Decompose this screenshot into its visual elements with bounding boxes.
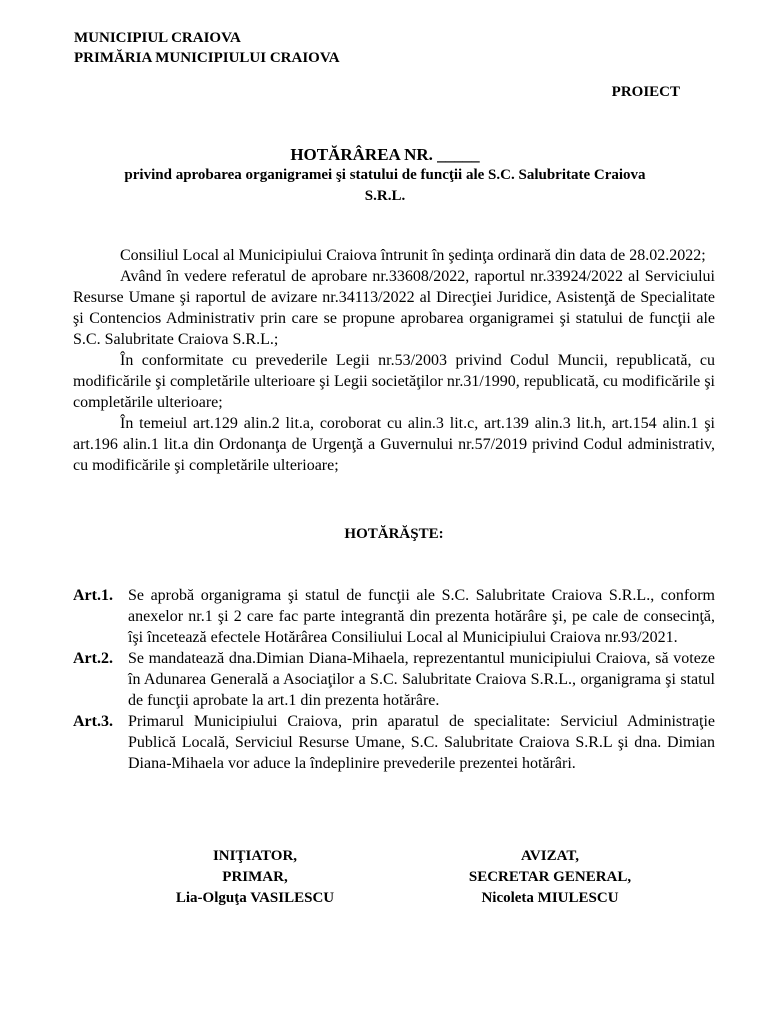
signature-secretary <box>430 846 670 909</box>
signature-role: INIŢIATOR, <box>212 848 298 864</box>
decision-heading: HOTĂRĂŞTE: <box>344 526 444 542</box>
article-label: Art.2. <box>73 650 113 667</box>
preamble-paragraph: Consiliul Local al Municipiului Craiova întrunit în şedinţa ordinară din data de 28.02.2022; <box>120 247 706 264</box>
article-label: Art.3. <box>73 713 113 730</box>
article-text: Se mandatează dna.Dimian Diana-Mihaela, reprezentantul municipiului Craiova, să voteze în Adunarea Generală a Asociaţilor a S.C. Salubritate Craiova S.R.L., organigrama şi statul de funcţii aprobate la art.1 din prezenta hotărâre. <box>128 650 715 709</box>
signature-person: Nicoleta MIULESCU <box>481 890 619 906</box>
project-label: PROIECT <box>611 84 680 100</box>
preamble-paragraph: În temeiul art.129 alin.2 lit.a, coroborat cu alin.3 lit.c, art.139 alin.3 lit.h, art.154 alin.1 şi art.196 alin.1 lit.a din Ordonanţa de Urgenţă a Guvernului nr.57/2019 privind Codul administrativ, cu modificările şi completările ulterioare; <box>73 415 715 474</box>
article <box>73 711 715 774</box>
municipality-name: MUNICIPIUL CRAIOVA <box>74 30 241 46</box>
article-label: Art.1. <box>73 587 113 604</box>
signature-role: AVIZAT, <box>521 848 579 864</box>
signature-title: PRIMAR, <box>222 869 288 885</box>
article-text: Primarul Municipiului Craiova, prin aparatul de specialitate: Serviciul Administraţie Publică Locală, Serviciul Resurse Umane, S.C. Salubritate Craiova S.R.L şi dna. Dimian Diana-Mihaela vor aduce la îndeplinire prevederile prezentei hotărâri. <box>128 713 715 772</box>
decision-title: HOTĂRÂREA NR. _____ <box>290 145 480 164</box>
signature-title: SECRETAR GENERAL, <box>468 869 632 885</box>
signature-person: Lia-Olguţa VASILESCU <box>175 890 335 906</box>
preamble <box>73 245 715 476</box>
article <box>73 648 715 711</box>
article-text: Se aprobă organigrama şi statul de funcţii ale S.C. Salubritate Craiova S.R.L., conform anexelor nr.1 şi 2 care fac parte integrantă din prezenta hotărâre şi, pe cale de consecinţă, îşi încetează efectele Hotărârea Consiliului Local al Municipiului Craiova nr.93/2021. <box>128 587 715 646</box>
header-block <box>74 28 340 68</box>
preamble-paragraph: Având în vedere referatul de aprobare nr.33608/2022, raportul nr.33924/2022 al Serviciului Resurse Umane şi raportul de avizare nr.34113/2022 al Direcţiei Juridice, Asistenţă de Specialitate şi Contencios Administrativ prin care se propune aprobarea organigramei şi statului de funcţii ale S.C. Salubritate Craiova S.R.L.; <box>73 268 715 348</box>
decision-subtitle: privind aprobarea organigramei şi statului de funcţii ale S.C. Salubritate Craiova S.R.L. <box>124 167 646 204</box>
article <box>73 585 715 648</box>
preamble-paragraph: În conformitate cu prevederile Legii nr.53/2003 privind Codul Muncii, republicată, cu modificările şi completările ulterioare şi Legii societăţilor nr.31/1990, republicată, cu modificările şi completările ulterioare; <box>73 352 715 411</box>
signature-initiator <box>140 846 370 909</box>
city-hall-name: PRIMĂRIA MUNICIPIULUI CRAIOVA <box>74 50 340 66</box>
articles <box>73 585 715 774</box>
